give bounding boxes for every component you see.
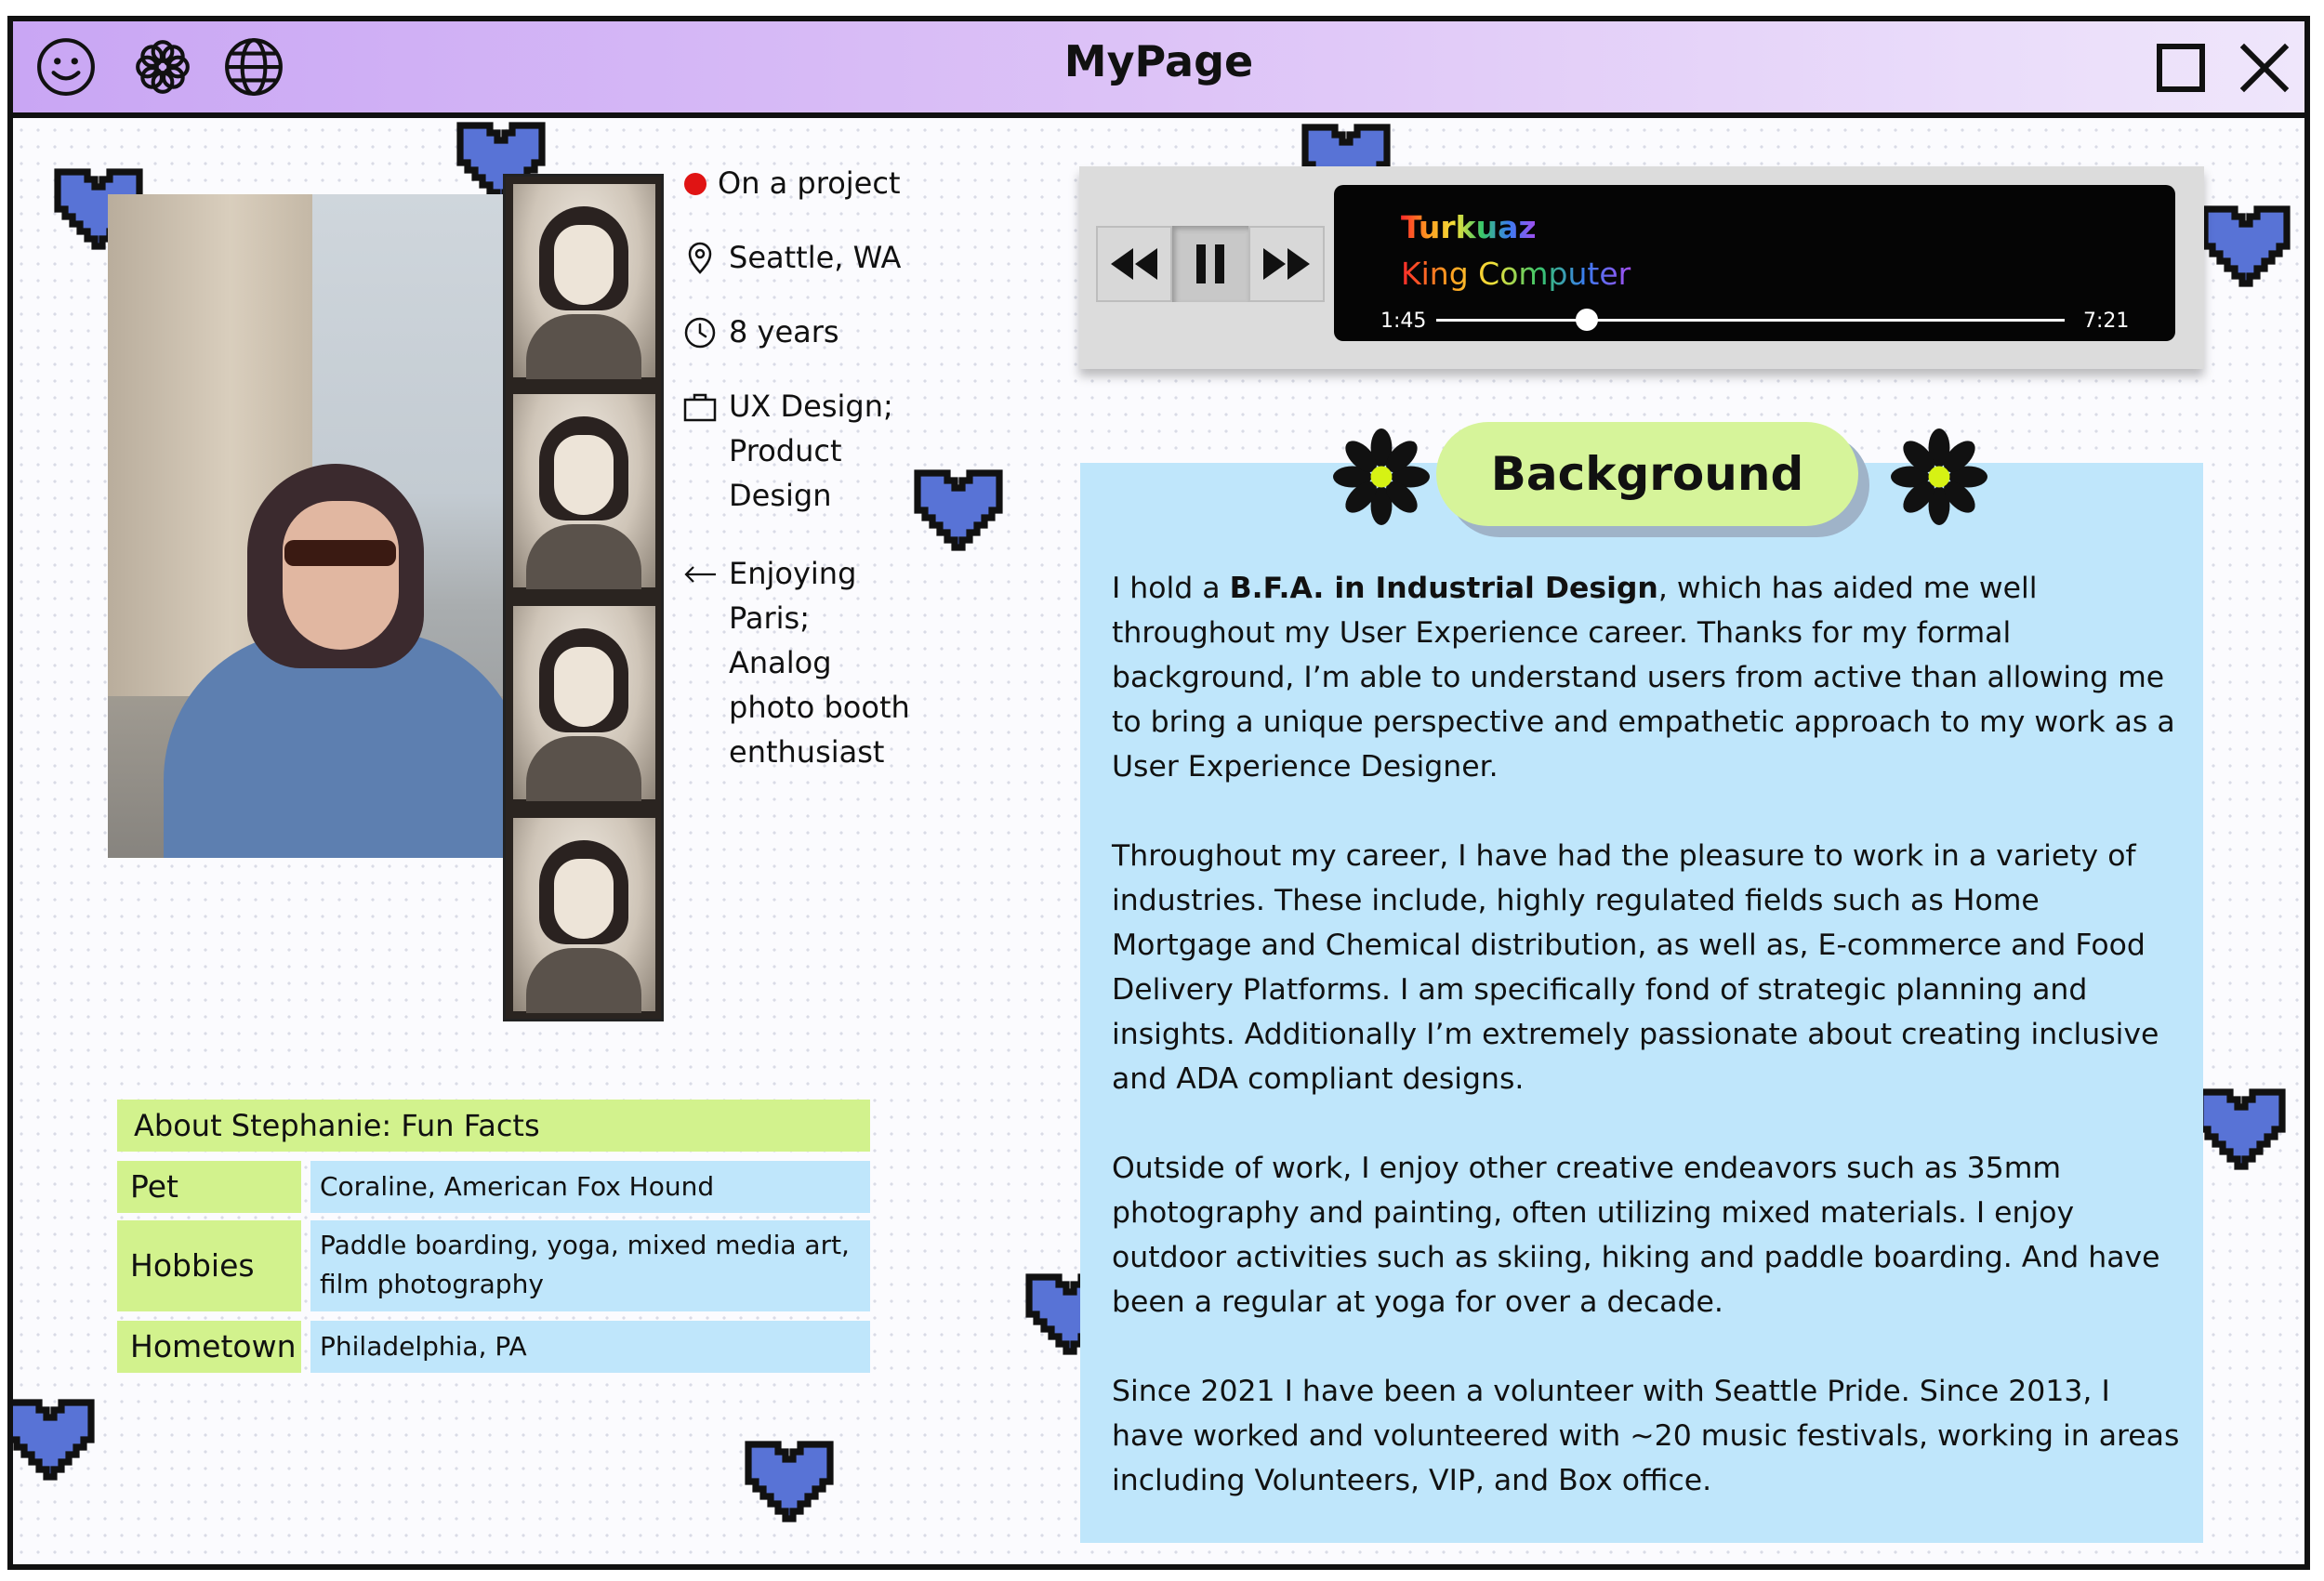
app-window [7, 16, 2310, 1570]
pixel-heart-icon [741, 1429, 838, 1526]
pixel-heart-icon [7, 1388, 99, 1484]
track-title: Turkuaz [1401, 209, 1537, 245]
fact-value-line: Philadelphia, PA [320, 1331, 527, 1362]
profile-photo [108, 194, 517, 858]
background-heading: Background [1436, 422, 1858, 526]
daisy-icon [1333, 428, 1430, 525]
fact-value [310, 1161, 870, 1213]
current-activity-line: Analog [729, 645, 832, 680]
text-run: , which has aided me well throughout my User Experience career. Thanks for my formal background, I’m able to understand users from active than allowing me to bring a unique perspective and empathetic approach to my work as a User Experience Designer. [1112, 572, 2175, 784]
current-activity-line: enthusiast [729, 734, 885, 770]
location-pin-icon [682, 241, 718, 276]
pixel-heart-icon [2198, 194, 2294, 291]
status-dot-icon [682, 166, 718, 202]
daisy-icon [1891, 428, 1987, 525]
rewind-button[interactable] [1096, 226, 1172, 302]
rewind-icon [1096, 226, 1172, 302]
photo-booth-strip [503, 174, 664, 1021]
progress-track[interactable] [1436, 319, 2065, 322]
fun-facts-header: About Stephanie: Fun Facts [117, 1100, 870, 1152]
background-paragraph [1112, 566, 2185, 789]
fact-key: Hometown [117, 1321, 301, 1373]
fact-value-line: Paddle boarding, yoga, mixed media art, [320, 1230, 850, 1260]
current-activity-line: photo booth [729, 690, 910, 725]
elapsed-time: 1:45 [1380, 310, 1427, 333]
photo-booth-frame [513, 184, 655, 377]
fast-forward-icon [1248, 226, 1325, 302]
fact-value-line: Coraline, American Fox Hound [320, 1171, 715, 1202]
background-body [1112, 566, 2185, 1548]
now-playing-screen [1334, 185, 2175, 341]
background-paragraph: Throughout my career, I have had the pleasure to work in a variety of industries. These include, highly regulated fields such as Home Mortgage and Chemical distribution, as well as, E-commerce and Food Delivery Platforms. I am specifically fond of strategic planning and insights. Additionally I’m extremely passionate about creating inclusive and ADA compliant designs. [1112, 839, 2159, 1096]
fact-key: Hobbies [117, 1220, 301, 1311]
photo-booth-frame [513, 818, 655, 1011]
arrow-left-icon [682, 557, 718, 592]
roles-line: UX Design; [729, 389, 893, 424]
fast-forward-button[interactable] [1248, 226, 1325, 302]
degree-highlight: B.F.A. in Industrial Design [1229, 572, 1658, 605]
clock-icon [682, 315, 718, 350]
briefcase-icon [682, 389, 718, 425]
music-player [1079, 166, 2204, 369]
current-activity-line: Paris; [729, 600, 810, 636]
photo-booth-frame [513, 606, 655, 799]
roles-line: Design [729, 478, 832, 513]
pause-button[interactable] [1172, 226, 1248, 302]
roles-line: Product [729, 433, 842, 468]
background-paragraph: Outside of work, I enjoy other creative endeavors such as 35mm photography and painting, often utilizing mixed materials. I enjoy outdoor activities such as skiing, hiking and paddle boarding. And have been a regular at yoga for over a decade. [1112, 1152, 2160, 1319]
maximize-icon[interactable] [2155, 42, 2207, 94]
experience-text: 8 years [729, 314, 839, 349]
total-time: 7:21 [2083, 310, 2130, 333]
text-run: I hold a [1112, 572, 1230, 605]
fact-key: Pet [117, 1161, 301, 1213]
fact-value-line: film photography [320, 1269, 544, 1299]
location-text: Seattle, WA [729, 240, 902, 275]
fact-value [310, 1321, 870, 1373]
progress-knob[interactable] [1576, 309, 1598, 331]
close-icon[interactable] [2238, 42, 2291, 94]
pixel-heart-icon [2193, 1077, 2290, 1174]
track-info [1334, 185, 2175, 306]
track-artist: King Computer [1401, 256, 1631, 292]
status-text: On a project [718, 165, 901, 201]
photo-booth-frame [513, 394, 655, 587]
title-bar [13, 21, 2304, 118]
pixel-heart-icon [910, 458, 1007, 555]
window-title: MyPage [1063, 36, 1254, 86]
fact-value [310, 1220, 870, 1311]
background-paragraph: Since 2021 I have been a volunteer with Seattle Pride. Since 2013, I have worked and volunteered with ~20 music festivals, working in areas including Volunteers, VIP, and Box office. [1112, 1375, 2180, 1497]
current-activity-line: Enjoying [729, 556, 857, 591]
pause-icon [1172, 226, 1248, 302]
